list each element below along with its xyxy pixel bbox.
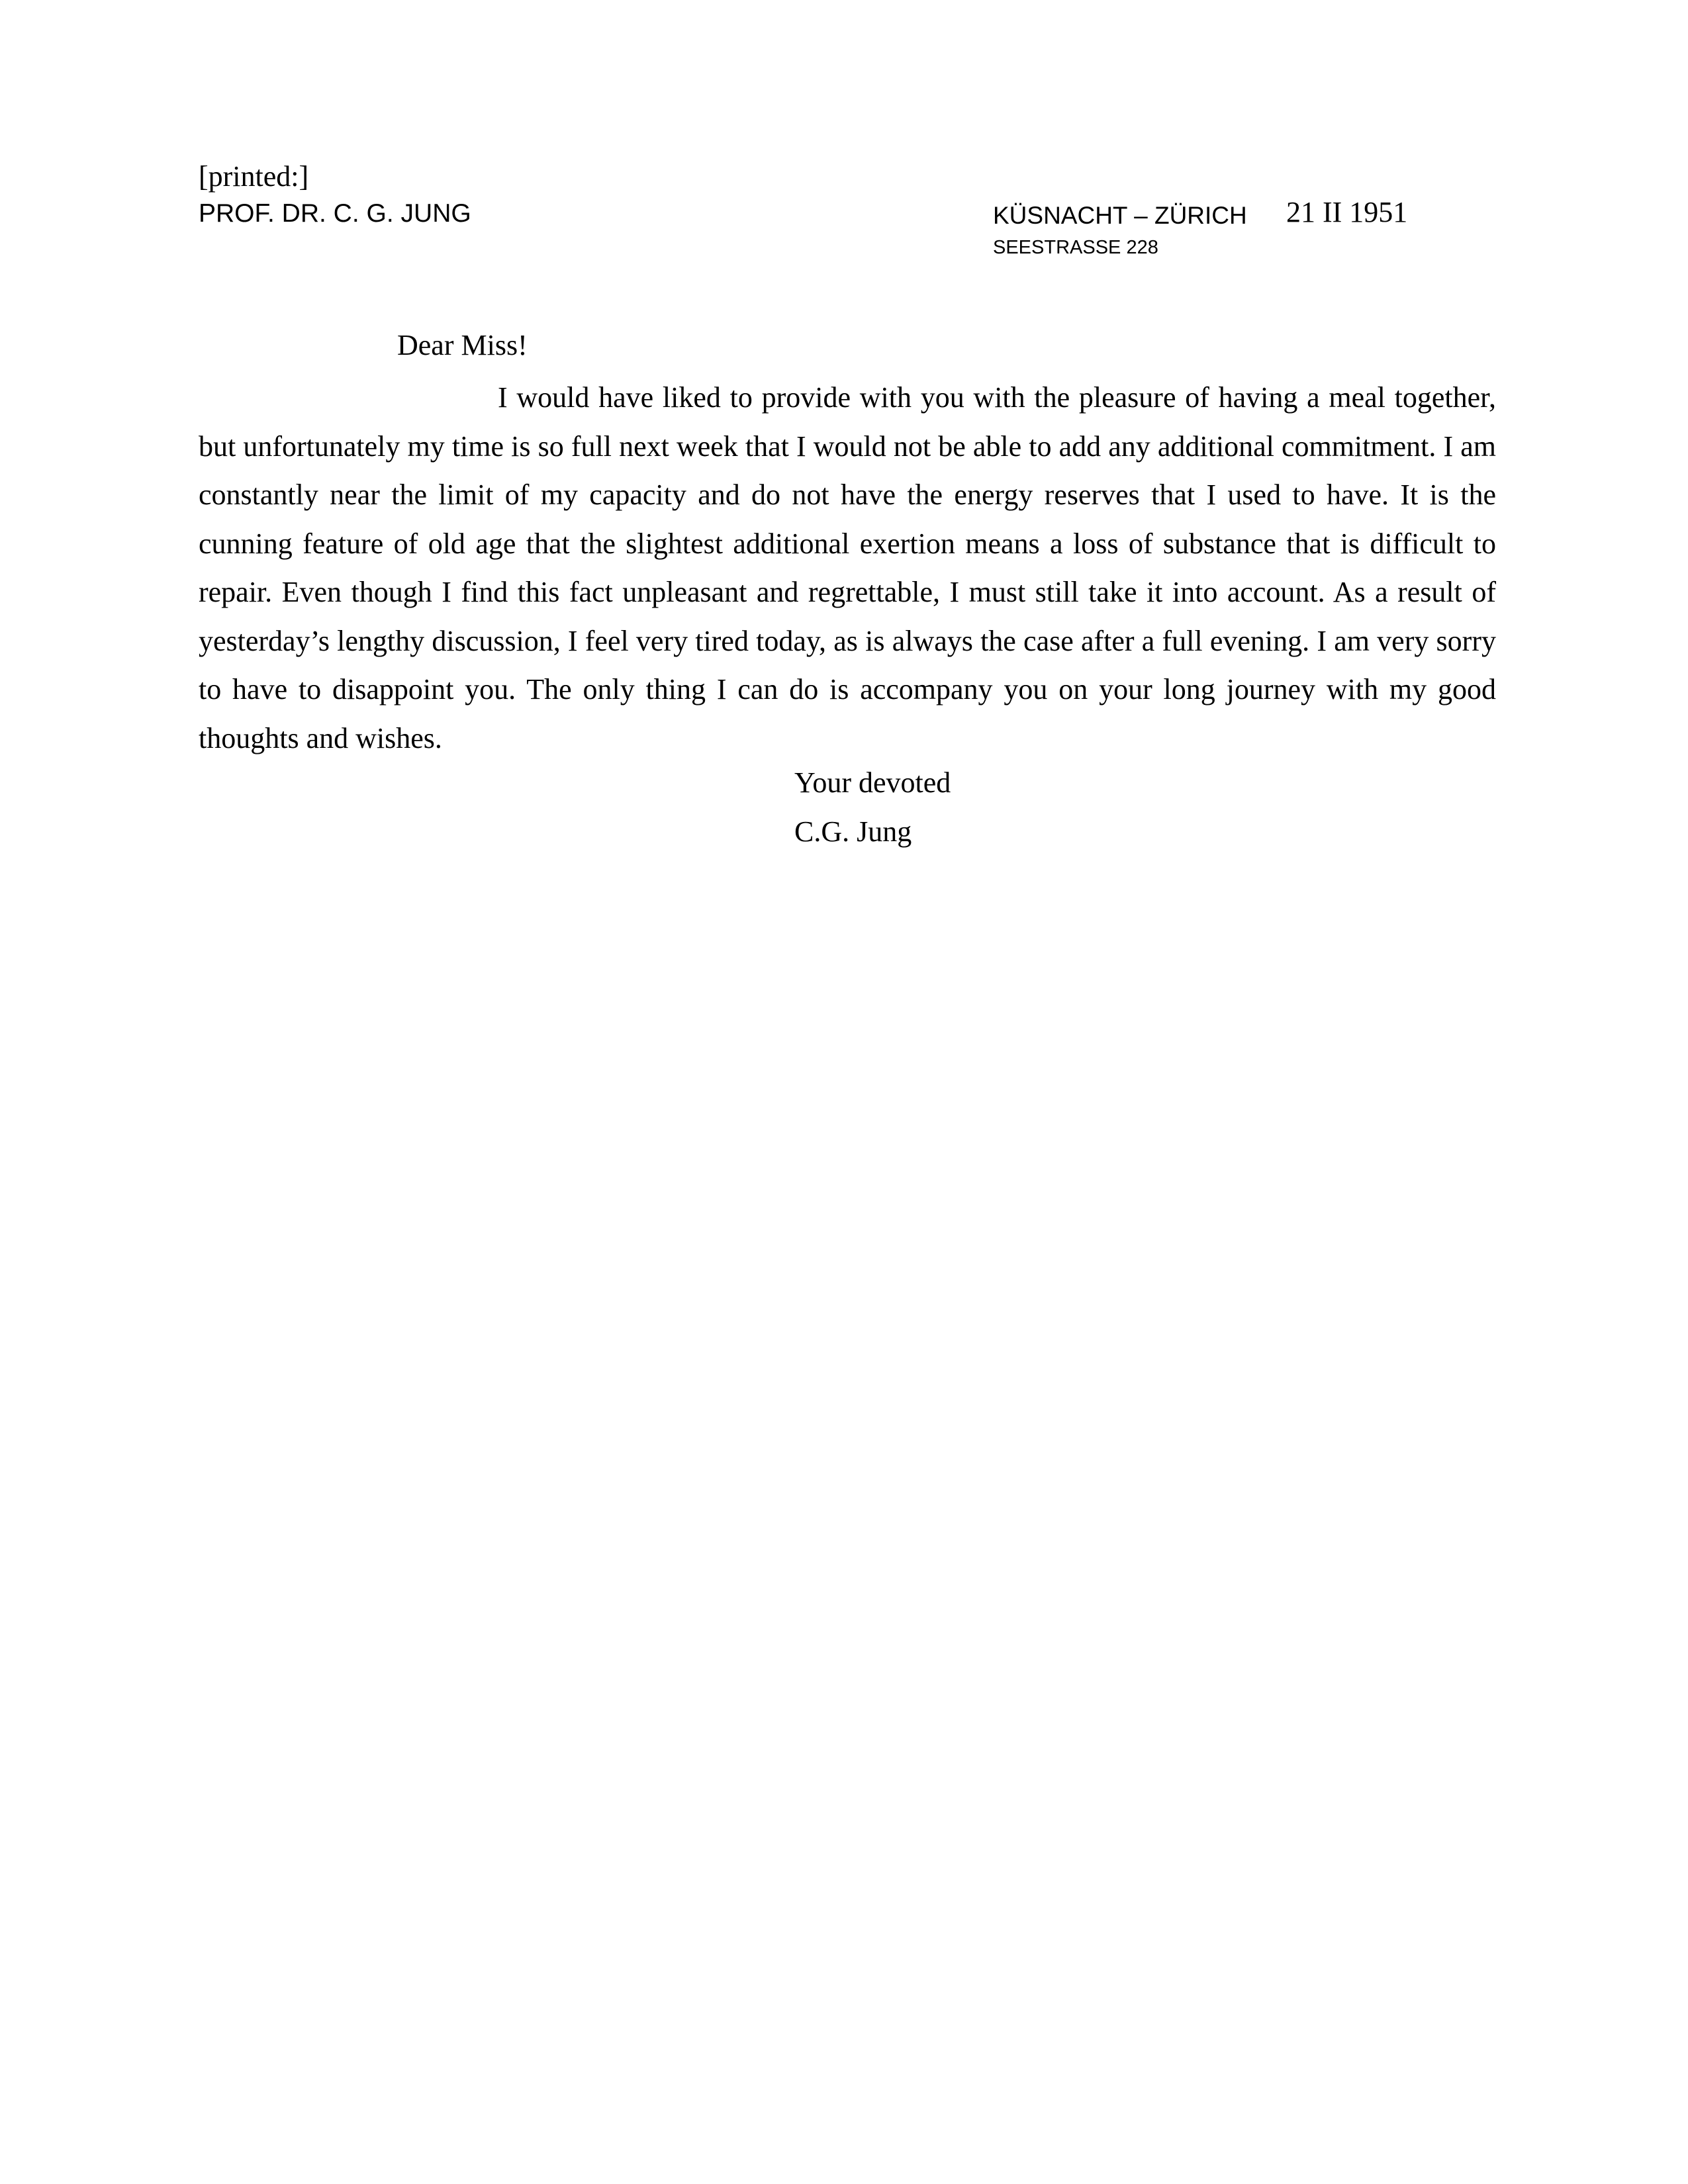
printed-note: [printed:] [199,160,309,193]
letter-date: 21 II 1951 [1286,196,1408,228]
letter-body: I would have liked to provide with you with the pleasure of having a meal together, but unfortunately my time is so full next week that I would not be able to add any additional commitment. I am constantly near the limit of my capacity and do not have the energy reserves that I used to have. It is the cunning feature of old age that the slightest additional exertion means a loss of substance that is difficult to repair. Even though I find this fact unpleasant and regrettable, I must still take it into account. As a result of yesterday’s lengthy discussion, I feel very tired today, as is always the case after a full evening. I am very sorry to have to disappoint you. The only thing I can do is accompany you on your long journey with my good thoughts and wishes. [199,381,1496,754]
signature: C.G. Jung [794,815,912,848]
letterhead-street: SEESTRASSE 228 [993,237,1158,258]
letterhead-place: KÜSNACHT – ZÜRICH [993,202,1247,229]
salutation: Dear Miss! [397,329,528,361]
closing: Your devoted [794,766,951,799]
sender-name: PROF. DR. C. G. JUNG [199,199,471,228]
